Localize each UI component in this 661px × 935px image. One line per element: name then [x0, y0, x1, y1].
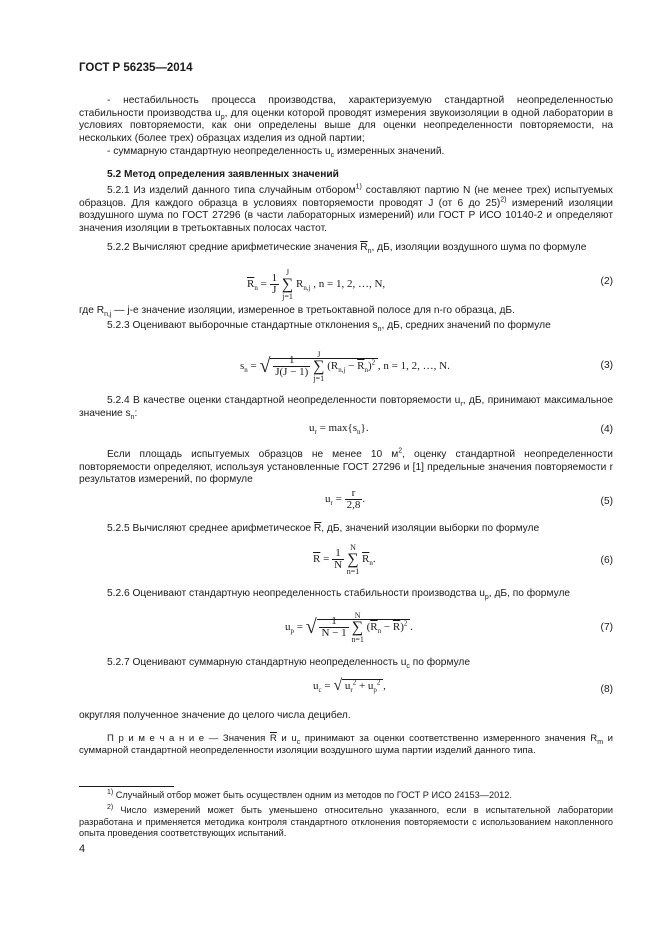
- equation-6-number: (6): [600, 555, 613, 566]
- rounding-text: округляя полученное значение до целого числа децибел.: [79, 710, 351, 721]
- equation-8-number: (8): [600, 684, 613, 695]
- equation-5: $u_r$ = $\frac{r}{2,8}$ . (5): [325, 487, 613, 511]
- footnote-1: $^{1)}$ Случайный отбор может быть осуществлен одним из методов по ГОСТ Р ИСО 24153—2012.: [107, 788, 512, 800]
- equation-7-number: (7): [600, 622, 613, 633]
- note: П р и м е ч а н и е — Значения $\overline{R}$ и $u_c$ принимают за оценки соответственно измеренного значения $R_m$ и суммарной стандартной неопределенности изоляции воздушного шума партии изделий данного типа.: [79, 733, 613, 756]
- paragraph-area: Если площадь испытуемых образцов не менее 10 $м^2$, оценку стандартной неопределенности повторяемости определяют, используя установленные ГОСТ 27296 и [1] предельные значения повторяемости r результатов измерений, по формуле: [79, 447, 613, 486]
- paragraph-5-2-1: 5.2.1 Из изделий данного типа случайным отбором$^{1)}$ составляют партию N (не менее трех) испытуемых образцов. Для каждого образца в условиях повторяемости проводят J (от 6 до 25)$^{2)}$ измерений изоляции воздушного шума по ГОСТ 27296 (в части лабораторных измерений) или ГОСТ Р ИСО 10140-2 и определяют значения изоляции в третьоктавных полосах частот.: [79, 183, 613, 234]
- page-number: 4: [79, 843, 86, 855]
- equation-4-number: (4): [600, 424, 613, 435]
- equation-3-number: (3): [600, 360, 613, 371]
- paragraph-5-2-5: 5.2.5 Вычисляют среднее арифметическое $\overline{R}$, дБ, значений изоляции выборки по формуле: [107, 523, 540, 534]
- intro-paragraph-2: - суммарную стандартную неопределенность $u_c$ измеренных значений.: [107, 146, 445, 160]
- footnote-2: $^{2)}$ Число измерений может быть уменьшено относительно указанного, если в испытательной лаборатории разработана и применяется методика контроля стандартного отклонения повторяемости с использованием накопленного опыта проведения соответствующих испытаний.: [79, 803, 613, 838]
- section-title: 5.2 Метод определения заявленных значений: [107, 169, 339, 180]
- equation-2-number: (2): [600, 276, 613, 287]
- footnote-rule: [79, 786, 174, 787]
- paragraph-5-2-6: 5.2.6 Оценивают стандартную неопределенность стабильности производства $u_р$, дБ, по формуле: [107, 588, 571, 602]
- equation-4: $u_r = \max\{s_n\}$. (4): [309, 422, 613, 437]
- document-header: ГОСТ Р 56235—2014: [79, 62, 193, 74]
- paragraph-5-2-7: 5.2.7 Оценивают суммарную стандартную неопределенность $u_c$ по формуле: [107, 657, 471, 671]
- equation-5-number: (5): [600, 496, 613, 507]
- equation-7: $u_р$ = √ $\frac{1}{N - 1}$ N ∑ n=1 $(\overline{R}_n - \overline{R})^2$ . (7): [285, 611, 613, 644]
- intro-paragraph-1: - нестабильность процесса производства, характеризуемую стандартной неопределенностью стабильности производства $u_р$, для оценки которой проводят измерения звукоизоляции в одной лаборатории в условиях повторяемости, как они определены выше для оценки неопределенности повторяемости, на нескольких (более трех) образцах изделия из одной партии;: [79, 95, 613, 144]
- equation-3: $s_n$ = √ $\frac{1}{J(J - 1)}$ J ∑ j=1 $(R_{n,j} - \overline{R}_n)^2$ , n = 1, 2, …, N. (3): [240, 350, 613, 383]
- paragraph-5-2-2: 5.2.2 Вычисляют средние арифметические значения $\overline{R}_n$, дБ, изоляции воздушного шума по формуле: [107, 242, 587, 256]
- paragraph-5-2-3: 5.2.3 Оценивают выборочные стандартные отклонения $s_n$, дБ, средних значений по формуле: [107, 320, 551, 334]
- where-2: где $R_{n,j}$ — j-е значение изоляции, измеренное в третьоктавной полосе для n-го образца, дБ.: [79, 305, 515, 319]
- equation-8: $u_c$ = √ $u_r^2 + u_р^2$ , (8): [313, 677, 613, 695]
- paragraph-5-2-4: 5.2.4 В качестве оценки стандартной неопределенности повторяемости $u_r$, дБ, принимают максимальное значение $s_n$:: [79, 395, 613, 421]
- equation-6: $\overline{R}$ = $\frac{1}{N}$ N ∑ n=1 $\overline{R}_n$. (6): [313, 543, 613, 576]
- equation-2: $\overline{R}_n$ = $\frac{1}{J}$ J ∑ j=1 $R_{n,j}$ , n = 1, 2, …, N, (2): [247, 268, 613, 301]
